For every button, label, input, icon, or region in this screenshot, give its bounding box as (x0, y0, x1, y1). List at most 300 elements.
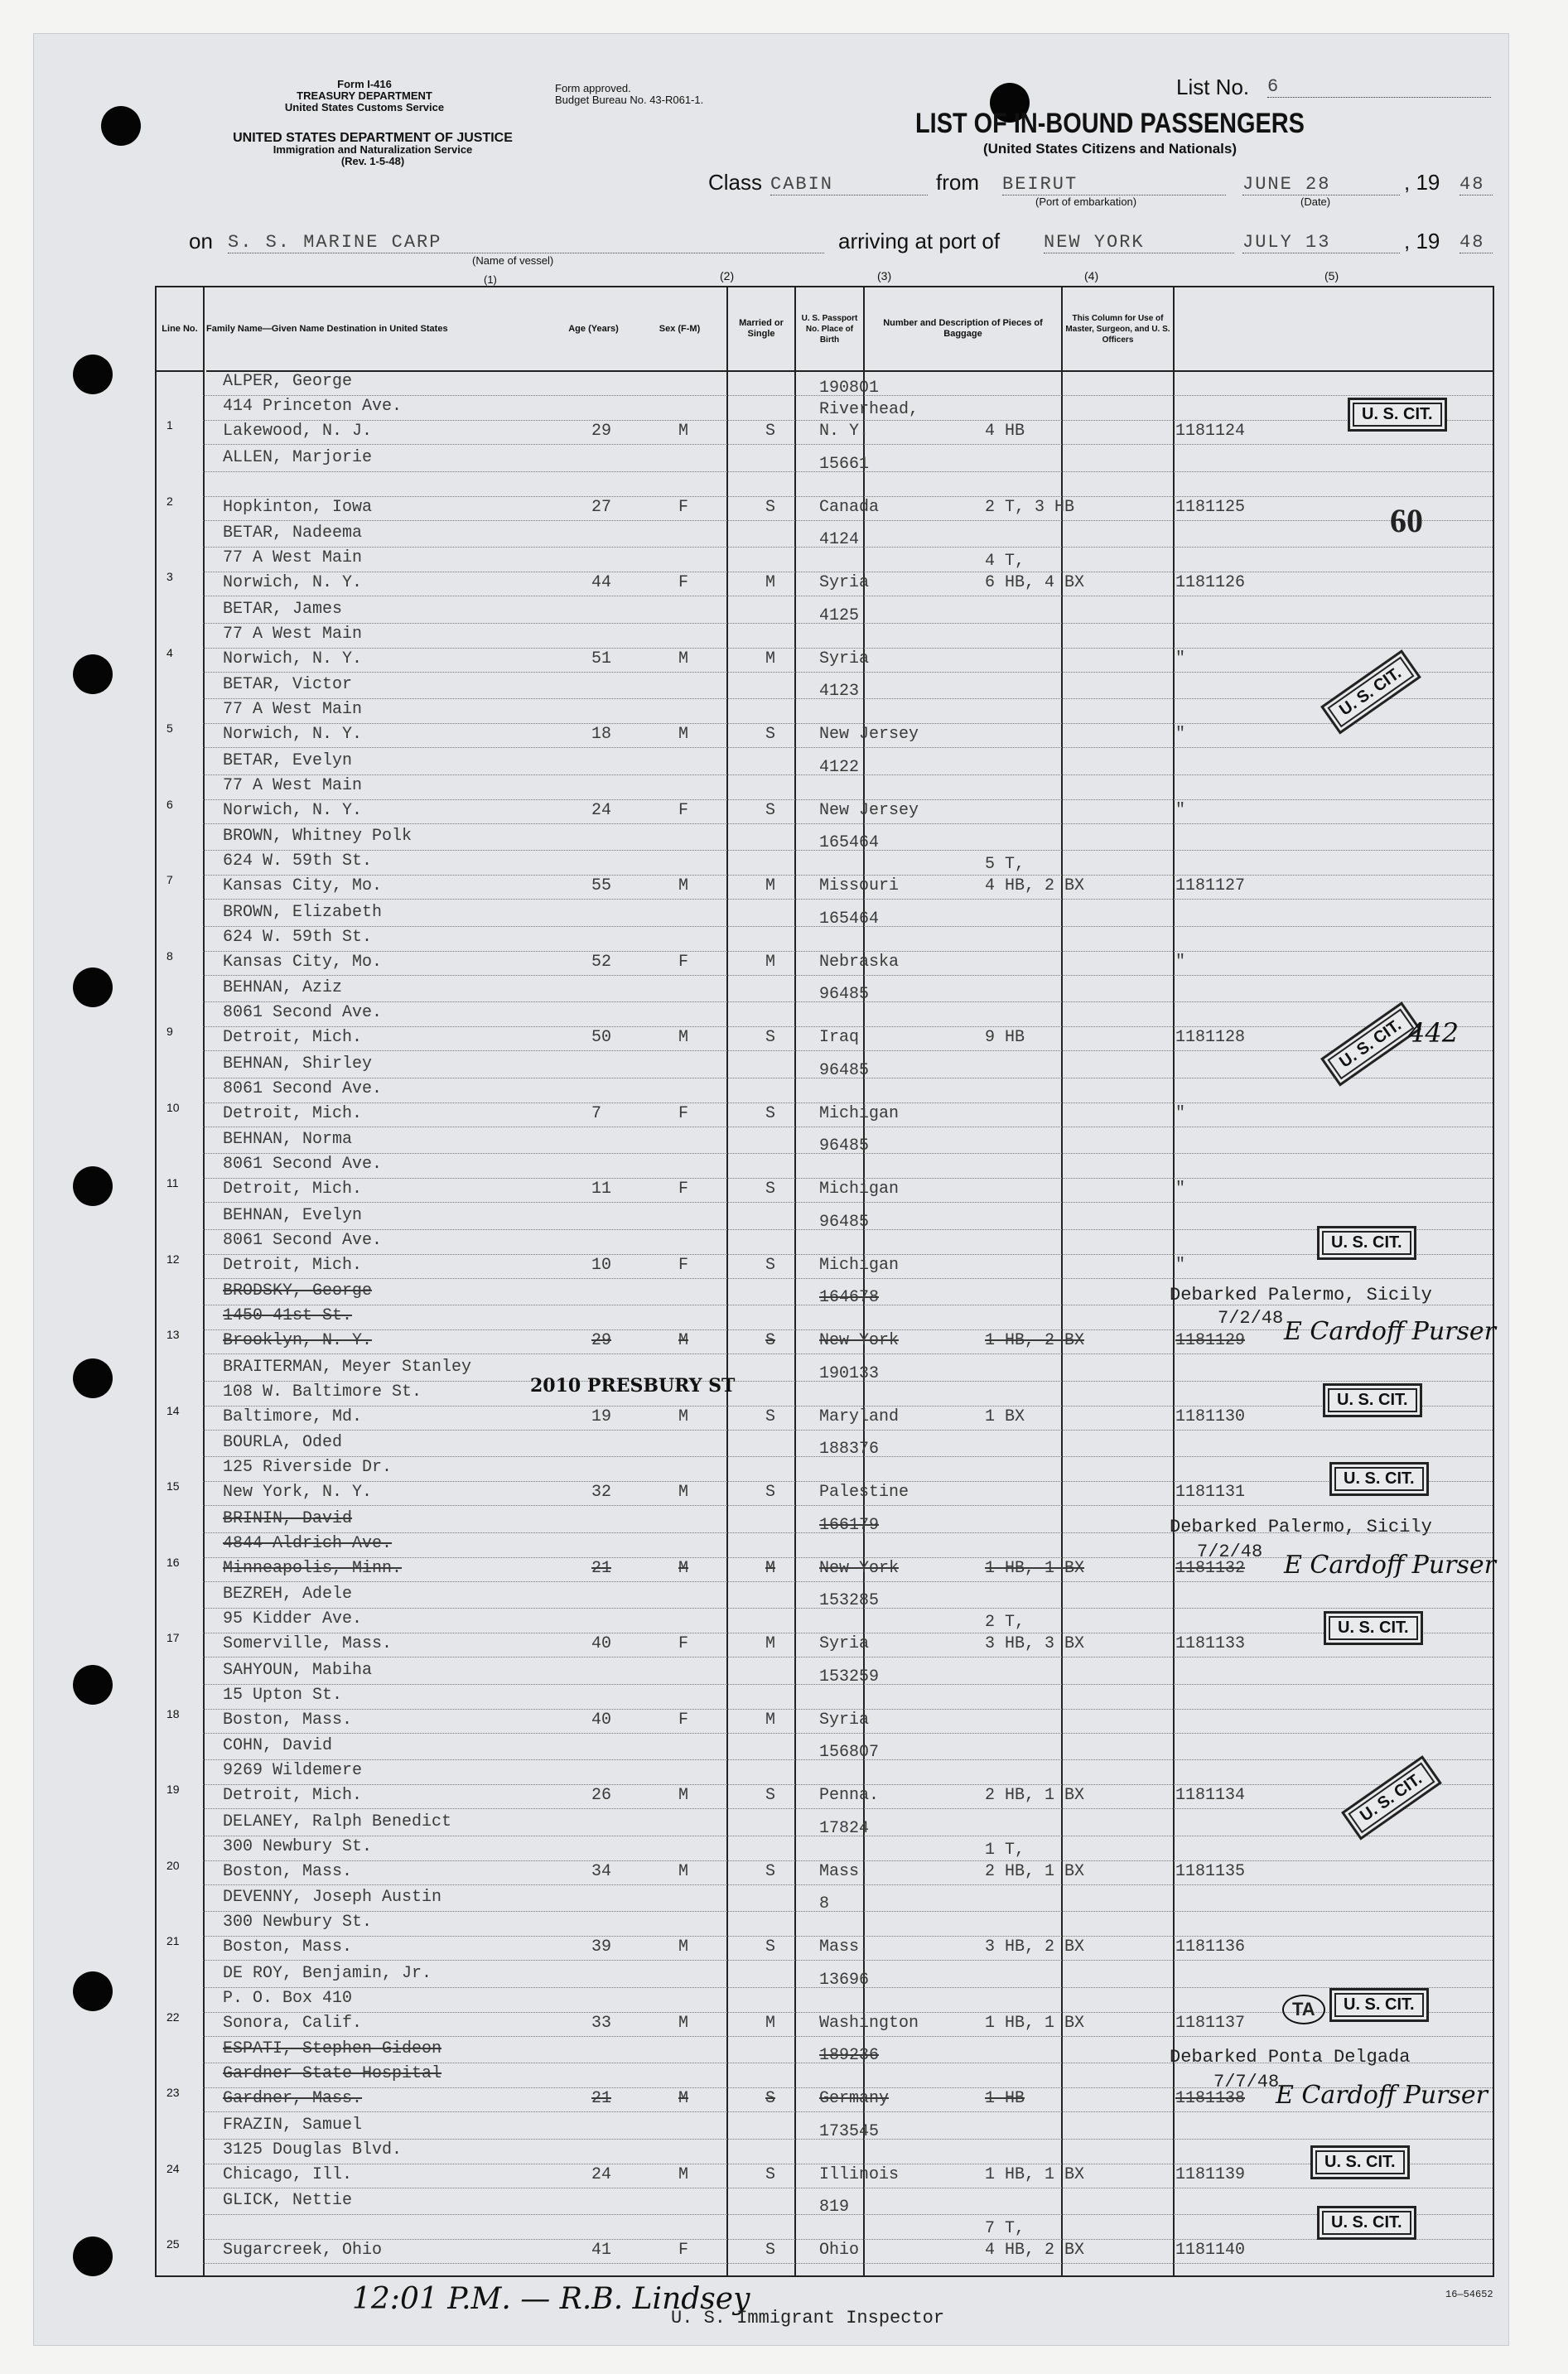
year-prefix: , 19 (1404, 170, 1440, 195)
year-prefix: , 19 (1404, 229, 1440, 253)
table-row (157, 1886, 1493, 1961)
ruled-line (203, 2214, 1493, 2216)
row-ruling (203, 977, 1493, 1051)
baggage-pieces: 1 HB, 1 BX (985, 1558, 1085, 1578)
passenger-marital-status: S (765, 1180, 776, 1199)
passenger-sex: M (678, 649, 689, 668)
table-row (157, 1128, 1493, 1203)
line-number: 16 (166, 1555, 180, 1569)
row-ruling (203, 598, 1493, 673)
passenger-destination: Detroit, Mich. (223, 1028, 363, 1047)
place-of-birth: New York (819, 1331, 900, 1350)
baggage-pieces: 1 HB, 1 BX (985, 2013, 1085, 2033)
ruled-line (203, 799, 1493, 801)
passenger-marital-status: S (765, 1028, 776, 1047)
passenger-marital-status: M (765, 876, 776, 895)
ruled-line (203, 648, 1493, 649)
passenger-sex: M (678, 1786, 689, 1805)
officer-number: 1181129 (1175, 1331, 1246, 1350)
baggage-trunks: 1 T, (985, 1840, 1025, 1860)
passenger-name: BROWN, Elizabeth (223, 902, 383, 922)
port-caption: (Port of embarkation) (1035, 195, 1137, 208)
table-row (157, 370, 1493, 445)
col-number: (2) (720, 269, 735, 282)
ruled-line (203, 1229, 1493, 1231)
passenger-marital-status: S (765, 497, 776, 517)
ruled-line (203, 1759, 1493, 1761)
line-number: 10 (166, 1100, 180, 1114)
passenger-age: 52 (591, 952, 612, 972)
row-ruling (203, 446, 1493, 521)
passenger-destination: Boston, Mass. (223, 1710, 353, 1730)
baggage-trunks: 2 T, (985, 1613, 1025, 1632)
passenger-sex: M (678, 422, 689, 441)
passenger-sex: M (678, 1331, 689, 1350)
passenger-sex: M (678, 1937, 689, 1957)
debarked-note: Debarked Ponta Delgada (1170, 2047, 1411, 2068)
passenger-address: 1450 41st St. (223, 1306, 353, 1325)
table-row (157, 977, 1493, 1051)
passenger-destination: Minneapolis, Minn. (223, 1558, 403, 1578)
place-of-birth: Canada (819, 497, 880, 517)
officer-number: " (1175, 952, 1186, 972)
table-row (157, 1204, 1493, 1279)
baggage-pieces: 4 HB, 2 BX (985, 2241, 1085, 2260)
line-number: 24 (166, 2161, 180, 2175)
line-number: 18 (166, 1706, 180, 1720)
ruled-line (203, 572, 1493, 573)
line-number: 7 (166, 873, 173, 886)
ruled-line (203, 1254, 1493, 1256)
table-row (157, 446, 1493, 521)
place-of-birth: New Jersey (819, 800, 919, 820)
us-cit-stamp: U. S. CIT. (1329, 1462, 1429, 1496)
passenger-name: BRAITERMAN, Meyer Stanley (223, 1357, 472, 1377)
officer-number: 1181136 (1175, 1937, 1246, 1957)
place-of-birth: Syria (819, 1634, 870, 1653)
ruled-line (203, 1406, 1493, 1407)
table-row (157, 1356, 1493, 1431)
line-number: 12 (166, 1252, 180, 1266)
place-of-birth: Palestine (819, 1483, 909, 1502)
passenger-address: 77 A West Main (223, 548, 363, 567)
table-row (157, 750, 1493, 824)
passenger-age: 40 (591, 1710, 612, 1730)
passenger-destination: Kansas City, Mo. (223, 876, 383, 895)
passport-number: 153259 (819, 1667, 880, 1686)
baggage-pieces: 1 HB (985, 2089, 1025, 2108)
form-header-treasury (248, 79, 480, 113)
table-row (157, 1735, 1493, 1809)
passenger-marital-status: S (765, 1331, 776, 1350)
col-header-passport: U. S. Passport No. Place of Birth (796, 287, 863, 372)
passenger-address: 414 Princeton Ave. (223, 397, 403, 416)
passenger-sex: F (678, 800, 689, 820)
ruled-line (203, 1608, 1493, 1609)
binder-hole (73, 654, 113, 694)
passenger-address: 108 W. Baltimore St. (223, 1382, 422, 1402)
page-title: LIST OF IN-BOUND PASSENGERS (915, 108, 1305, 139)
passenger-sex: F (678, 1180, 689, 1199)
ruled-line (203, 2239, 1493, 2241)
us-cit-stamp: U. S. CIT. (1323, 1383, 1422, 1417)
ruled-line (203, 1178, 1493, 1180)
passenger-address: 624 W. 59th St. (223, 852, 373, 871)
us-cit-stamp: U. S. CIT. (1320, 649, 1421, 734)
table-row (157, 1811, 1493, 1885)
place-of-birth: Syria (819, 649, 870, 668)
ruled-line (203, 1684, 1493, 1686)
ruled-line (203, 1784, 1493, 1786)
treasury-department: TREASURY DEPARTMENT (297, 89, 432, 102)
passenger-name: BEZREH, Adele (223, 1585, 353, 1604)
place-of-birth: Iraq (819, 1028, 860, 1047)
ruled-line (203, 1001, 1493, 1003)
ruled-line (203, 951, 1493, 953)
passenger-age: 39 (591, 1937, 612, 1957)
binder-hole (73, 355, 113, 394)
passenger-sex: F (678, 952, 689, 972)
baggage-pieces: 4 HB (985, 422, 1025, 441)
passenger-destination: Brooklyn, N. Y. (223, 1331, 373, 1350)
passenger-name: BROWN, Whitney Polk (223, 827, 413, 846)
baggage-pieces: 6 HB, 4 BX (985, 573, 1085, 592)
passenger-destination: Baltimore, Md. (223, 1407, 363, 1426)
line-number: 5 (166, 721, 173, 735)
officer-number: 1181131 (1175, 1483, 1246, 1502)
us-cit-stamp: U. S. CIT. (1317, 1226, 1416, 1260)
baggage-pieces: 3 HB, 2 BX (985, 1937, 1085, 1957)
passenger-name: ALPER, George (223, 372, 353, 391)
baggage-pieces: 2 T, 3 HB (985, 497, 1075, 517)
passenger-sex: F (678, 1255, 689, 1275)
baggage-pieces: 4 HB, 2 BX (985, 876, 1085, 895)
line-number: 22 (166, 2010, 180, 2024)
place-of-birth: New Jersey (819, 725, 919, 744)
line-number: 11 (166, 1176, 179, 1189)
passenger-marital-status: S (765, 1937, 776, 1957)
passenger-sex: M (678, 725, 689, 744)
officer-number: 1181130 (1175, 1407, 1246, 1426)
passenger-age: 26 (591, 1786, 612, 1805)
us-cit-stamp: U. S. CIT. (1324, 1611, 1423, 1645)
row-ruling (203, 673, 1493, 748)
row-ruling (203, 1431, 1493, 1506)
row-ruling (203, 1128, 1493, 1203)
approval-note (555, 83, 787, 106)
place-of-birth: N. Y. (819, 422, 870, 441)
passenger-destination: Detroit, Mich. (223, 1786, 363, 1805)
passenger-age: 50 (591, 1028, 612, 1047)
passenger-age: 40 (591, 1634, 612, 1653)
passenger-destination: Chicago, Ill. (223, 2164, 353, 2184)
passenger-marital-status: S (765, 1861, 776, 1881)
passenger-address: 77 A West Main (223, 700, 363, 719)
inspector-signature: 12:01 P.M. — R.B. Lindsey (352, 2282, 750, 2316)
passenger-marital-status: S (765, 2164, 776, 2184)
baggage-pieces: 9 HB (985, 1028, 1025, 1047)
table-row (157, 2189, 1493, 2264)
ruled-line (203, 698, 1493, 700)
passenger-marital-status: M (765, 1558, 776, 1578)
passenger-sex: M (678, 1407, 689, 1426)
table-row (157, 2114, 1493, 2188)
row-ruling (203, 2114, 1493, 2188)
passenger-address: 9269 Wildemere (223, 1761, 363, 1780)
debarked-date: 7/2/48 (1197, 1542, 1263, 1562)
ruled-line (203, 1987, 1493, 1989)
line-number: 21 (166, 1934, 180, 1947)
place-of-birth: Mass. (819, 1937, 870, 1957)
ruled-line (203, 1911, 1493, 1913)
passenger-sex: M (678, 2089, 689, 2108)
ta-mark: TA (1282, 1995, 1325, 2024)
passport-number: 96485 (819, 1060, 870, 1080)
passenger-marital-status: S (765, 1786, 776, 1805)
table-row (157, 1431, 1493, 1506)
passenger-destination: New York, N. Y. (223, 1483, 373, 1502)
passenger-marital-status: S (765, 422, 776, 441)
ruled-line (203, 1078, 1493, 1079)
baggage-trunks: 4 T, (985, 552, 1025, 571)
ruled-line (203, 875, 1493, 876)
on-label: on (189, 229, 213, 253)
passenger-sex: M (678, 876, 689, 895)
passenger-marital-status: S (765, 725, 776, 744)
line-number: 19 (166, 1783, 180, 1796)
baggage-pieces: 1 HB, 1 BX (985, 2164, 1085, 2184)
passport-number: 173545 (819, 2121, 880, 2141)
passport-number: 96485 (819, 1136, 870, 1156)
row-ruling (203, 1356, 1493, 1431)
officer-number: " (1175, 1103, 1186, 1123)
ruled-line (203, 1153, 1493, 1155)
passenger-destination: Kansas City, Mo. (223, 952, 383, 972)
baggage-pieces: 2 HB, 1 BX (985, 1861, 1085, 1881)
passport-number: 166179 (819, 1515, 880, 1535)
place-of-birth: Michigan (819, 1255, 900, 1275)
officer-number: 1181140 (1175, 2241, 1246, 2260)
form-header-justice (186, 133, 559, 167)
vessel-col-number: (1) (484, 273, 497, 286)
passenger-age: 18 (591, 725, 612, 744)
row-ruling (203, 901, 1493, 976)
place-of-birth: Nebraska (819, 952, 900, 972)
passenger-destination: Lakewood, N. J. (223, 422, 373, 441)
officer-number: " (1175, 800, 1186, 820)
page-subtitle: (United States Citizens and Nationals) (982, 141, 1238, 157)
row-ruling (203, 2189, 1493, 2264)
ruled-line (203, 850, 1493, 852)
passenger-marital-status: S (765, 1103, 776, 1123)
passenger-name: ALLEN, Marjorie (223, 447, 373, 467)
place-of-birth: Washington (819, 2013, 919, 2033)
officer-number: 1181134 (1175, 1786, 1246, 1805)
ruled-line (203, 723, 1493, 725)
line-number: 6 (166, 797, 173, 811)
passenger-name: BETAR, James (223, 599, 343, 619)
passenger-address: 77 A West Main (223, 624, 363, 644)
binder-hole (73, 967, 113, 1007)
line-number: 25 (166, 2237, 180, 2251)
passenger-destination: Detroit, Mich. (223, 1180, 363, 1199)
passenger-sex: F (678, 2241, 689, 2260)
col-header-line-no: Line No. (157, 287, 203, 372)
passport-number: 189236 (819, 2046, 880, 2065)
arrival-year: 48 (1459, 232, 1493, 253)
passenger-destination: Hopkinton, Iowa (223, 497, 373, 517)
officer-number: 1181125 (1175, 497, 1246, 517)
address-correction: 2010 PRESBURY ST (530, 1375, 736, 1397)
passenger-name: BEHNAN, Norma (223, 1130, 353, 1149)
passenger-name: DE ROY, Benjamin, Jr. (223, 1963, 432, 1983)
revision: (Rev. 1-5-48) (340, 155, 405, 167)
ruled-line (203, 774, 1493, 776)
passenger-sex: M (678, 1483, 689, 1502)
passport-number: 96485 (819, 985, 870, 1004)
passenger-destination: Sugarcreek, Ohio (223, 2241, 383, 2260)
passenger-address: 8061 Second Ave. (223, 1230, 383, 1250)
table-row (157, 673, 1493, 748)
line-number: 15 (166, 1479, 180, 1493)
passport-number: 4125 (819, 606, 860, 625)
ruled-line (203, 926, 1493, 928)
passenger-sex: M (678, 1861, 689, 1881)
passenger-sex: F (678, 1103, 689, 1123)
passenger-age: 41 (591, 2241, 612, 2260)
passenger-address: 95 Kidder Ave. (223, 1609, 363, 1629)
debarked-date: 7/2/48 (1218, 1308, 1284, 1329)
row-ruling (203, 1053, 1493, 1127)
passenger-name: BRININ, David (223, 1508, 353, 1528)
binder-hole (101, 106, 141, 146)
officer-number: 1181135 (1175, 1861, 1246, 1881)
line-number: 17 (166, 1631, 180, 1644)
passenger-destination: Gardner, Mass. (223, 2089, 363, 2108)
passport-number: 190133 (819, 1363, 880, 1383)
vessel-name: S. S. MARINE CARP (228, 232, 824, 253)
port-of-embarkation: BEIRUT (1002, 174, 1226, 195)
col-header-name: Family Name—Given Name Destination in United States (206, 287, 554, 372)
passenger-name: GLICK, Nettie (223, 2191, 353, 2210)
passenger-sex: M (678, 1558, 689, 1578)
line-number: 13 (166, 1328, 180, 1341)
passenger-name: BETAR, Victor (223, 675, 353, 694)
passenger-age: 21 (591, 1558, 612, 1578)
passenger-name: BEHNAN, Aziz (223, 978, 343, 997)
count-mark: 60 (1390, 502, 1423, 539)
passenger-sex: F (678, 1634, 689, 1653)
passenger-age: 34 (591, 1861, 612, 1881)
ruled-line (203, 1633, 1493, 1634)
passenger-address: 125 Riverside Dr. (223, 1458, 393, 1477)
passenger-sex: M (678, 2013, 689, 2033)
baggage-trunks: 5 T, (985, 855, 1025, 874)
place-of-birth: Germany (819, 2089, 890, 2108)
passenger-age: 55 (591, 876, 612, 895)
row-ruling (203, 1659, 1493, 1734)
line-number: 2 (166, 494, 173, 508)
passenger-destination: Norwich, N. Y. (223, 725, 363, 744)
customs-service: United States Customs Service (284, 101, 445, 113)
table-row (157, 1659, 1493, 1734)
list-no-value: 6 (1267, 76, 1491, 98)
place-of-birth: Ohio (819, 2241, 860, 2260)
passenger-sex: M (678, 2164, 689, 2184)
line-number: 14 (166, 1403, 180, 1417)
passenger-address: 15 Upton St. (223, 1685, 343, 1705)
ruled-line (203, 1836, 1493, 1837)
ruled-line (203, 420, 1493, 422)
passport-number: 17824 (819, 1818, 870, 1838)
arrival-port: NEW YORK (1044, 232, 1234, 253)
passenger-age: 51 (591, 649, 612, 668)
passenger-name: BEHNAN, Shirley (223, 1054, 373, 1074)
col-header-age: Age (Years) (554, 287, 633, 372)
justice-department: UNITED STATES DEPARTMENT OF JUSTICE (233, 131, 513, 145)
purser-signature: E Cardoff Purser (1276, 2081, 1488, 2110)
row-ruling (203, 1735, 1493, 1809)
binder-hole (73, 1166, 113, 1206)
passenger-destination: Norwich, N. Y. (223, 649, 363, 668)
passenger-name: ESPATI, Stephen Gideon (223, 2039, 442, 2058)
passenger-sex: F (678, 497, 689, 517)
us-cit-stamp: U. S. CIT. (1348, 398, 1447, 432)
col-number: (5) (1324, 269, 1339, 282)
officer-number: 1181138 (1175, 2089, 1246, 2108)
passenger-marital-status: S (765, 800, 776, 820)
debarked-date: 7/7/48 (1213, 2072, 1280, 2092)
row-ruling (203, 825, 1493, 900)
col-header-officers-wide (1175, 287, 1493, 372)
row-ruling (203, 370, 1493, 445)
officer-number: " (1175, 649, 1186, 668)
arrival-date: JULY 13 (1242, 232, 1400, 253)
officer-number: 1181126 (1175, 573, 1246, 592)
class-label: Class (708, 170, 763, 195)
passport-number: 819 (819, 2198, 850, 2217)
passenger-address: 3125 Douglas Blvd. (223, 2140, 403, 2159)
passenger-age: 24 (591, 800, 612, 820)
us-cit-stamp: U. S. CIT. (1317, 2206, 1416, 2240)
place-of-birth-1: Riverhead, (819, 400, 919, 419)
debarked-note: Debarked Palermo, Sicily (1170, 1285, 1432, 1305)
handwritten-number: 442 (1408, 1017, 1459, 1049)
passenger-name: SAHYOUN, Mabiha (223, 1660, 373, 1680)
row-ruling (203, 750, 1493, 824)
passport-number: 96485 (819, 1212, 870, 1232)
passport-number: 8 (819, 1894, 830, 1913)
passenger-name: BETAR, Evelyn (223, 750, 353, 770)
purser-signature: E Cardoff Purser (1284, 1317, 1497, 1346)
passport-number: 153285 (819, 1591, 880, 1610)
date-caption: (Date) (1300, 195, 1331, 208)
us-cit-stamp: U. S. CIT. (1310, 2145, 1410, 2179)
row-ruling (203, 1583, 1493, 1657)
passenger-age: 19 (591, 1407, 612, 1426)
inspector-caption: U. S. Immigrant Inspector (671, 2308, 945, 2328)
baggage-trunks: 7 T, (985, 2219, 1025, 2238)
ruled-line (203, 471, 1493, 473)
passenger-age: 11 (591, 1180, 612, 1199)
passenger-destination: Sonora, Calif. (223, 2013, 363, 2033)
row-ruling (203, 522, 1493, 596)
ruled-line (203, 1456, 1493, 1458)
purser-signature: E Cardoff Purser (1284, 1551, 1497, 1580)
ruled-line (203, 496, 1493, 498)
officer-number: 1181137 (1175, 2013, 1246, 2033)
vessel-caption: (Name of vessel) (472, 254, 554, 267)
